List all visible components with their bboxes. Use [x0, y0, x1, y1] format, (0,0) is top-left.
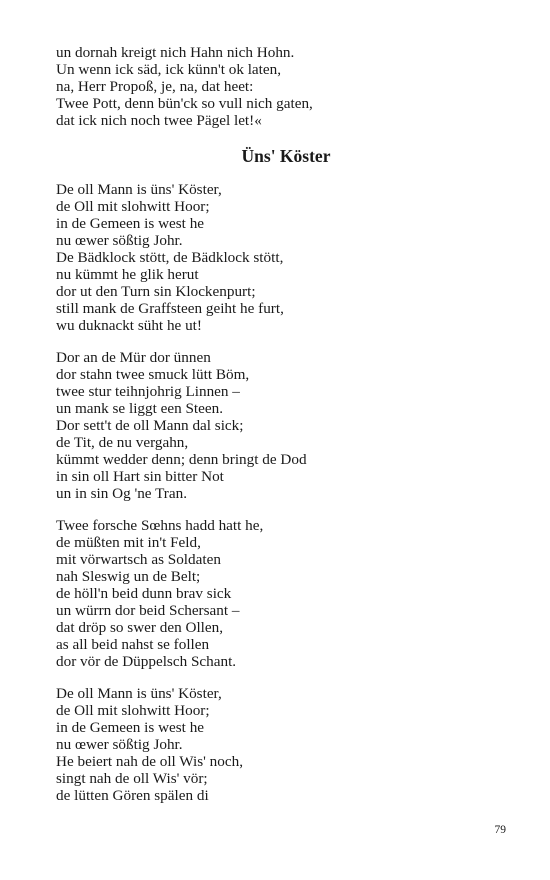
poem-line: De oll Mann is üns' Köster, [56, 181, 222, 198]
poem-line: nu œwer sößtig Johr. [56, 736, 183, 753]
poem-line: de Oll mit slohwitt Hoor; [56, 198, 210, 215]
poem-line: de höll'n beid dunn brav sick [56, 585, 232, 602]
poem-line: de Tit, de nu vergahn, [56, 434, 189, 451]
poem-line: Twee forsche Sœhns hadd hatt he, [56, 517, 264, 534]
poem-line: wu duknackt süht he ut! [56, 317, 202, 334]
stanza-1 [56, 181, 496, 334]
poem-line: in de Gemeen is west he [56, 215, 205, 232]
poem-line: dor ut den Turn sin Klockenpurt; [56, 283, 256, 300]
poem-line: mit vörwartsch as Soldaten [56, 551, 221, 568]
poem-line: dor stahn twee smuck lütt Böm, [56, 366, 250, 383]
poem-title: Üns' Köster [241, 146, 331, 166]
poem-line: de lütten Gören spälen di [56, 787, 209, 804]
poem-line: un in sin Og 'ne Tran. [56, 485, 187, 502]
poem-line: un dornah kreigt nich Hahn nich Hohn. [56, 44, 295, 61]
poem-line: He beiert nah de oll Wis' noch, [56, 753, 243, 770]
page-body [56, 44, 496, 819]
poem-line: na, Herr Propoß, je, na, dat heet: [56, 78, 254, 95]
poem-line: De Bädklock stött, de Bädklock stött, [56, 249, 284, 266]
intro-stanza [56, 44, 496, 129]
poem-line: nu kümmt he glik herut [56, 266, 199, 283]
poem-line: dat ick nich noch twee Pägel let!« [56, 112, 262, 129]
poem-line: still mank de Graffsteen geiht he furt, [56, 300, 284, 317]
poem-line: de Oll mit slohwitt Hoor; [56, 702, 210, 719]
poem-line: singt nah de oll Wis' vör; [56, 770, 208, 787]
poem-line: Dor an de Mür dor ünnen [56, 349, 211, 366]
stanza-2 [56, 349, 496, 502]
poem-line: twee stur teihnjohrig Linnen – [56, 383, 240, 400]
poem-line: kümmt wedder denn; denn bringt de Dod [56, 451, 307, 468]
poem-line: de müßten mit in't Feld, [56, 534, 201, 551]
poem-line: De oll Mann is üns' Köster, [56, 685, 222, 702]
stanza-4 [56, 685, 496, 804]
poem-line: un würrn dor beid Schersant – [56, 602, 240, 619]
poem-line: un mank se liggt een Steen. [56, 400, 224, 417]
poem-line: dor vör de Düppelsch Schant. [56, 653, 237, 670]
poem-line: Un wenn ick säd, ick künn't ok laten, [56, 61, 282, 78]
poem-line: nah Sleswig un de Belt; [56, 568, 201, 585]
poem-line: Twee Pott, denn bün'ck so vull nich gaten, [56, 95, 313, 112]
poem-line: in sin oll Hart sin bitter Not [56, 468, 224, 485]
poem-line: dat dröp so swer den Ollen, [56, 619, 224, 636]
page-number: 79 [494, 824, 506, 836]
stanza-3 [56, 517, 496, 670]
poem-line: nu œwer sößtig Johr. [56, 232, 183, 249]
poem-line: Dor sett't de oll Mann dal sick; [56, 417, 244, 434]
poem-line: in de Gemeen is west he [56, 719, 205, 736]
poem-line: as all beid nahst se follen [56, 636, 210, 653]
